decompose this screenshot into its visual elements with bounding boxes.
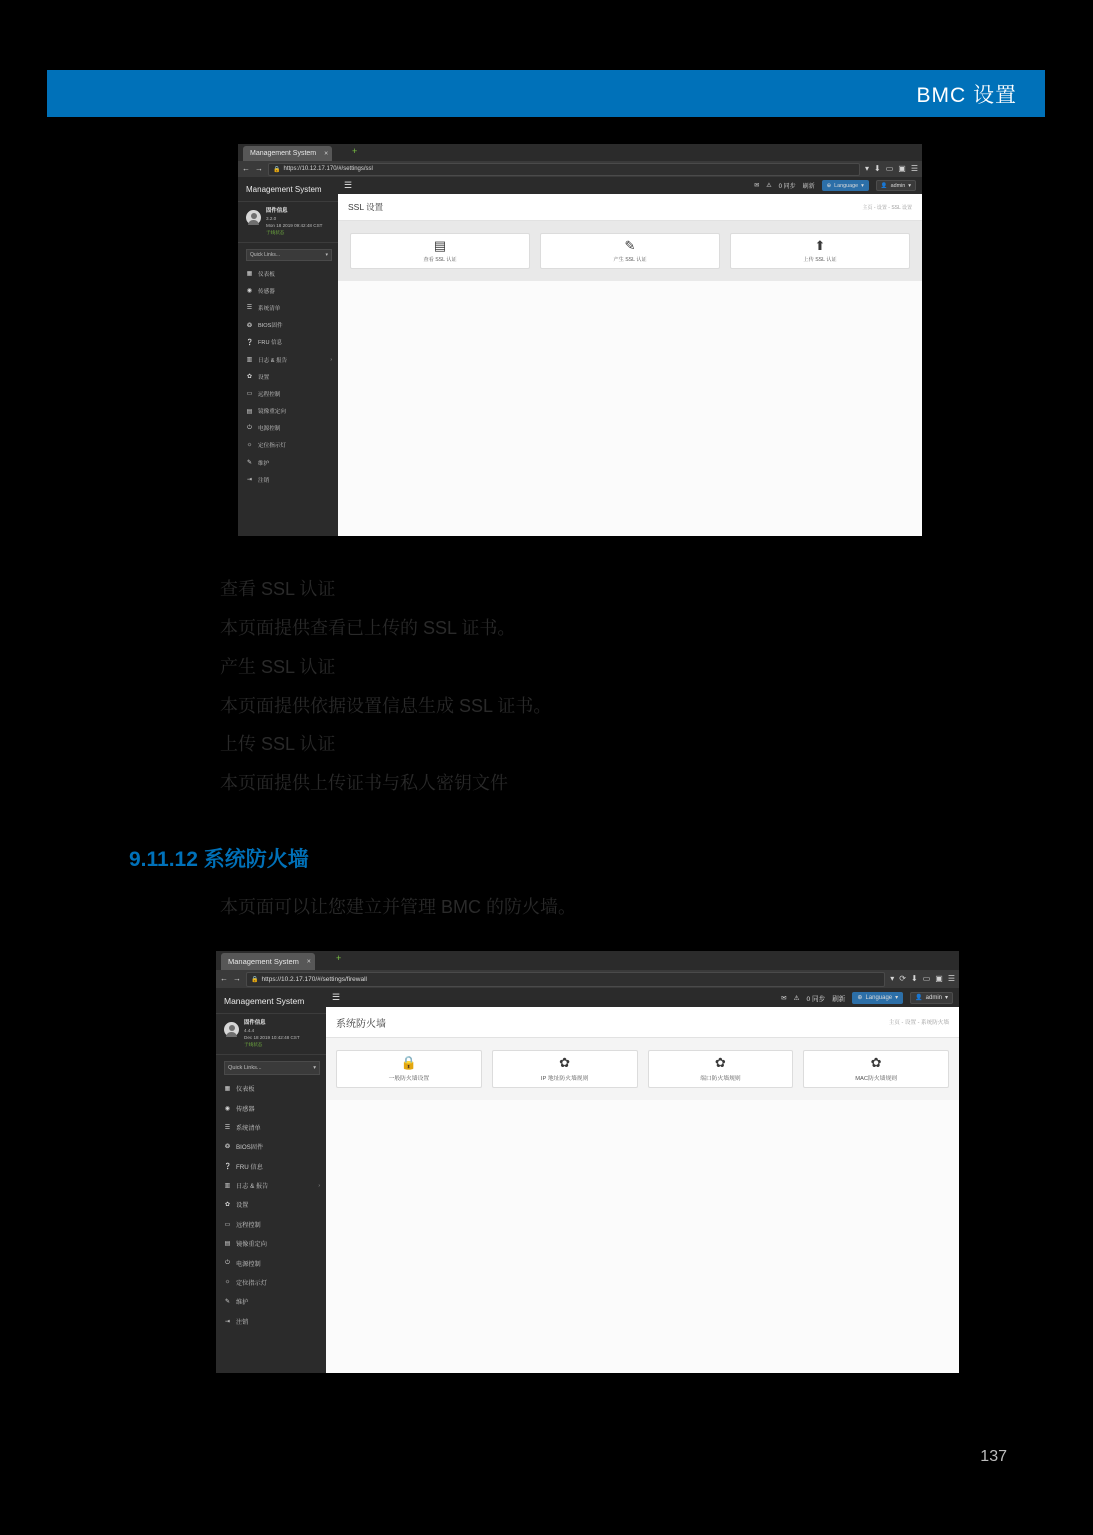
- inventory-icon: ☰: [246, 305, 253, 312]
- sidebar-item-sensor[interactable]: [216, 1098, 326, 1117]
- fru-icon: ❔: [246, 339, 254, 346]
- sidebar-nav: [216, 1079, 326, 1331]
- monitor-icon: ▭: [224, 1221, 231, 1228]
- main-area: [326, 988, 959, 1373]
- address-bar[interactable]: [246, 972, 885, 987]
- sensor-icon: ◉: [246, 288, 253, 295]
- language-selector[interactable]: [852, 992, 903, 1004]
- sidebar: [238, 177, 338, 536]
- edit-icon: ✎: [624, 238, 636, 253]
- disc-icon: ▤: [246, 408, 253, 415]
- sidebar-item-power-control[interactable]: [238, 420, 338, 437]
- bookmark-icon[interactable]: ▭: [922, 974, 931, 983]
- page-title: BMC 设置: [916, 83, 1017, 107]
- forward-icon[interactable]: →: [255, 164, 263, 173]
- logout-icon: ⇥: [224, 1318, 231, 1325]
- sidebar-item-label: 镜像重定向: [236, 1241, 267, 1249]
- lock-icon: 🔒: [273, 166, 281, 173]
- download-icon[interactable]: ⬇: [911, 974, 918, 983]
- lock-icon: 🔒: [400, 1055, 417, 1070]
- quick-links-select[interactable]: [246, 249, 332, 261]
- user-label: admin: [925, 994, 942, 1001]
- upload-icon: ⬆: [814, 238, 826, 253]
- user-info-block: [216, 1014, 326, 1055]
- bookmark-icon[interactable]: ▭: [885, 164, 894, 173]
- sidebar-item-label: 定位指示灯: [258, 443, 286, 450]
- chevron-down-icon[interactable]: ▾: [890, 974, 895, 983]
- user-menu[interactable]: [910, 992, 953, 1004]
- sidebar-item-label: BIOS固件: [258, 323, 283, 330]
- user-info-block: [238, 202, 338, 243]
- page-header: [326, 1007, 959, 1038]
- chevron-right-icon: ›: [330, 356, 332, 363]
- sidebar-item-label: 维护: [258, 460, 270, 467]
- browser-urlbar: [216, 970, 959, 988]
- breadcrumb: 主页 - 设置 - 系统防火墙: [888, 1020, 949, 1026]
- refresh-label[interactable]: 刷新: [832, 995, 846, 1003]
- sidebar-item-maintenance[interactable]: [216, 1292, 326, 1311]
- sidebar-item-label: 远程控制: [258, 391, 281, 398]
- status-badge: 于线状态: [244, 1042, 263, 1047]
- power-icon: ⏻: [225, 1259, 230, 1266]
- sidebar-item-label: 注销: [258, 477, 270, 484]
- language-label: Language: [865, 994, 893, 1001]
- monitor-icon: ▭: [246, 391, 253, 398]
- gear-icon: ✿: [246, 374, 253, 381]
- sidebar-item-image-redirect[interactable]: [216, 1234, 326, 1253]
- card-label: IP 地址防火墙规则: [540, 1076, 589, 1082]
- main-area: [338, 177, 922, 536]
- card-view-ssl-certificate[interactable]: [350, 233, 530, 269]
- chevron-down-icon: ▾: [325, 252, 328, 258]
- logs-icon: ▥: [224, 1183, 231, 1190]
- browser-urlbar: [238, 161, 922, 177]
- section-heading: 9.11.12 系统防火墙: [129, 848, 309, 871]
- alert-icon[interactable]: ⚠: [766, 183, 772, 189]
- sidebar-item-label: 系统清单: [258, 305, 281, 312]
- firmware-build: Mon 18 2019 09:42:48 CST: [266, 223, 323, 228]
- avatar: [224, 1022, 239, 1037]
- avatar: [246, 210, 261, 225]
- sidebar-item-dashboard[interactable]: [238, 265, 338, 282]
- new-tab-icon[interactable]: +: [352, 146, 358, 156]
- extensions-icon[interactable]: ▣: [898, 164, 906, 173]
- sidebar-item-locator-led[interactable]: [216, 1273, 326, 1292]
- sidebar-nav: [238, 265, 338, 488]
- card-generate-ssl-certificate[interactable]: [540, 233, 720, 269]
- sidebar-item-label: 注销: [236, 1318, 249, 1326]
- wrench-icon: ✎: [246, 460, 253, 467]
- sidebar-item-label: 镜像重定向: [258, 409, 286, 416]
- sensor-icon: ◉: [224, 1105, 231, 1112]
- quick-links-select[interactable]: [224, 1061, 320, 1075]
- bios-icon: ❂: [224, 1144, 231, 1151]
- sidebar-item-label: 电源控制: [236, 1260, 261, 1268]
- paragraph-generate-ssl-desc: 本页面提供依据设置信息生成 SSL 证书。: [220, 696, 552, 716]
- gear-icon: ✿: [224, 1202, 231, 1209]
- status-badge: 于线状态: [266, 230, 285, 235]
- chevron-down-icon: ▾: [895, 995, 899, 1001]
- paragraph-upload-ssl-desc: 本页面提供上传证书与私人密钥文件: [220, 773, 508, 793]
- sidebar-item-label: 仪表板: [258, 271, 275, 278]
- menu-toggle-icon[interactable]: ☰: [332, 992, 341, 1002]
- close-icon[interactable]: ×: [324, 150, 329, 157]
- wrench-icon: ✎: [224, 1299, 231, 1306]
- sidebar-item-label: 设置: [236, 1202, 249, 1210]
- paragraph-upload-ssl-title: 上传 SSL 认证: [220, 734, 336, 754]
- browser-menu-icon[interactable]: ☰: [947, 974, 955, 983]
- browser-tab-title: Management System: [250, 150, 317, 157]
- content-empty-area: [326, 1100, 959, 1373]
- logout-icon: ⇥: [246, 477, 253, 484]
- fru-icon: ❔: [224, 1163, 232, 1170]
- card-label: MAC防火墙规则: [855, 1076, 898, 1082]
- mail-icon[interactable]: ✉: [781, 994, 787, 1002]
- chevron-down-icon: ▾: [944, 995, 948, 1001]
- browser-tabstrip: [216, 951, 959, 970]
- sidebar: [216, 988, 326, 1373]
- card-label: 一般防火墙设置: [388, 1076, 430, 1082]
- sidebar-item-label: 远程控制: [236, 1221, 261, 1229]
- browser-tab[interactable]: [243, 146, 332, 161]
- sidebar-item-logs[interactable]: [216, 1176, 326, 1195]
- sidebar-item-image-redirect[interactable]: [238, 403, 338, 420]
- sidebar-item-label: 传感器: [258, 288, 275, 295]
- sidebar-item-logout[interactable]: [238, 471, 338, 488]
- back-icon[interactable]: ←: [220, 974, 228, 983]
- sidebar-item-inventory[interactable]: [216, 1118, 326, 1137]
- sidebar-item-fru[interactable]: [216, 1157, 326, 1176]
- card-port-firewall-rules[interactable]: [648, 1050, 794, 1088]
- sidebar-item-sensor[interactable]: [238, 282, 338, 299]
- chevron-down-icon: ▾: [908, 182, 911, 189]
- brand-label: Management System: [216, 988, 326, 1014]
- address-bar[interactable]: [268, 163, 860, 176]
- sidebar-item-power-control[interactable]: [216, 1253, 326, 1272]
- sidebar-item-label: BIOS固件: [236, 1144, 264, 1152]
- card-ip-firewall-rules[interactable]: [492, 1050, 638, 1088]
- sidebar-item-remote-control[interactable]: [238, 385, 338, 402]
- section-description: 本页面可以让您建立并管理 BMC 的防火墙。: [220, 897, 576, 917]
- page-header-bar: [47, 70, 1045, 117]
- user-menu[interactable]: [876, 180, 916, 191]
- bios-icon: ❂: [246, 322, 253, 329]
- paragraph-view-ssl-title: 查看 SSL 认证: [220, 579, 336, 599]
- sidebar-item-label: 传感器: [236, 1105, 255, 1113]
- screenshot-ssl-settings: [238, 144, 922, 536]
- sidebar-item-label: 日志 & 报告: [236, 1183, 269, 1191]
- paragraph-view-ssl-desc: 本页面提供查看已上传的 SSL 证书。: [220, 618, 516, 638]
- sidebar-item-label: 日志 & 报告: [258, 357, 288, 364]
- forward-icon[interactable]: →: [233, 974, 241, 983]
- quick-links-label: Quick Links...: [250, 252, 281, 258]
- breadcrumb: 主页 - 设置 - SSL 设置: [862, 204, 912, 211]
- screenshot-system-firewall: [216, 951, 959, 1373]
- firmware-info-label: 固件信息: [266, 208, 288, 214]
- page-header: [338, 194, 922, 221]
- dashboard-icon: ▦: [246, 271, 253, 278]
- card-label: 上传 SSL 认证: [803, 257, 837, 263]
- sidebar-item-settings[interactable]: [216, 1195, 326, 1214]
- card-label: 端口防火墙规则: [700, 1076, 741, 1082]
- sidebar-item-label: 设置: [258, 374, 270, 381]
- sidebar-item-bios[interactable]: [216, 1137, 326, 1156]
- sync-label[interactable]: 0 同步: [806, 995, 826, 1003]
- certificate-icon: ▤: [433, 238, 447, 253]
- firmware-version: 3.2.0: [266, 216, 277, 221]
- chevron-down-icon: ▾: [313, 1065, 316, 1071]
- content-title: 系统防火墙: [336, 1018, 386, 1030]
- mail-icon[interactable]: ✉: [754, 183, 760, 189]
- firmware-info-label: 固件信息: [244, 1020, 266, 1026]
- firmware-build: Dec 18 2019 10:42:48 CST: [244, 1035, 300, 1040]
- card-mac-firewall-rules[interactable]: [803, 1050, 949, 1088]
- refresh-label[interactable]: 刷新: [802, 184, 815, 190]
- download-icon[interactable]: ⬇: [874, 164, 881, 173]
- lock-icon: 🔒: [251, 976, 259, 983]
- inventory-icon: ☰: [224, 1124, 231, 1131]
- sidebar-item-remote-control[interactable]: [216, 1215, 326, 1234]
- gear-icon: ✿: [870, 1055, 882, 1070]
- gear-icon: ✿: [559, 1055, 571, 1070]
- sidebar-item-label: FRU 信息: [236, 1163, 263, 1171]
- reload-icon[interactable]: ⟳: [899, 974, 906, 983]
- globe-icon: ⊕: [826, 182, 832, 189]
- user-icon: 👤: [915, 995, 923, 1001]
- new-tab-icon[interactable]: +: [336, 953, 342, 963]
- power-icon: ⏻: [247, 424, 252, 431]
- browser-menu-icon[interactable]: ☰: [910, 164, 918, 173]
- sidebar-item-maintenance[interactable]: [238, 454, 338, 471]
- user-label: admin: [890, 182, 906, 189]
- sidebar-item-label: 电源控制: [258, 426, 281, 433]
- bulb-icon: ☼: [246, 442, 253, 449]
- address-bar-url: https://10.2.17.170/#/settings/firewall: [261, 975, 367, 983]
- close-icon[interactable]: ×: [306, 958, 311, 965]
- address-bar-url: https://10.12.17.170/#/settings/ssl: [283, 166, 373, 172]
- chevron-down-icon[interactable]: ▾: [864, 164, 869, 173]
- menu-toggle-icon[interactable]: ☰: [344, 180, 353, 190]
- sidebar-item-label: FRU 信息: [258, 340, 283, 347]
- sidebar-item-label: 维护: [236, 1299, 249, 1307]
- card-grid: [338, 221, 922, 281]
- quick-links-label: Quick Links...: [228, 1065, 262, 1071]
- sidebar-item-label: 系统清单: [236, 1124, 261, 1132]
- browser-tab-title: Management System: [228, 957, 299, 966]
- topbar: [338, 177, 922, 194]
- bulb-icon: ☼: [224, 1279, 231, 1286]
- sidebar-item-bios[interactable]: [238, 317, 338, 334]
- card-label: 查看 SSL 认证: [423, 257, 457, 263]
- brand-label: Management System: [238, 177, 338, 202]
- chevron-down-icon: ▾: [861, 182, 864, 189]
- firmware-version: 4.4.4: [244, 1028, 255, 1033]
- app-window: [238, 177, 922, 536]
- user-icon: 👤: [880, 182, 888, 189]
- sidebar-item-label: 定位指示灯: [236, 1279, 267, 1287]
- chevron-right-icon: ›: [318, 1182, 320, 1189]
- sync-label[interactable]: 0 同步: [778, 184, 796, 190]
- sidebar-item-locator-led[interactable]: [238, 437, 338, 454]
- dashboard-icon: ▦: [224, 1086, 231, 1093]
- logs-icon: ▥: [246, 357, 253, 364]
- sidebar-item-settings[interactable]: [238, 368, 338, 385]
- sidebar-item-fru[interactable]: [238, 334, 338, 351]
- content-empty-area: [338, 281, 922, 536]
- topbar: [326, 988, 959, 1007]
- content-title: SSL 设置: [348, 202, 384, 212]
- sidebar-item-label: 仪表板: [236, 1086, 255, 1094]
- card-grid: [326, 1038, 959, 1100]
- alert-icon[interactable]: ⚠: [793, 994, 800, 1002]
- sidebar-item-dashboard[interactable]: [216, 1079, 326, 1098]
- back-icon[interactable]: ←: [242, 164, 250, 173]
- sidebar-item-inventory[interactable]: [238, 299, 338, 316]
- card-label: 产生 SSL 认证: [613, 257, 647, 263]
- app-window: [216, 988, 959, 1373]
- language-label: Language: [834, 182, 859, 189]
- globe-icon: ⊕: [857, 995, 863, 1001]
- browser-tabstrip: [238, 144, 922, 161]
- browser-tab[interactable]: [221, 953, 315, 970]
- page-number: 137: [980, 1448, 1007, 1465]
- disc-icon: ▤: [224, 1241, 231, 1248]
- card-general-firewall-settings[interactable]: [336, 1050, 482, 1088]
- paragraph-generate-ssl-title: 产生 SSL 认证: [220, 657, 336, 677]
- card-upload-ssl-certificate[interactable]: [730, 233, 910, 269]
- extensions-icon[interactable]: ▣: [935, 974, 943, 983]
- language-selector[interactable]: [822, 180, 869, 191]
- gear-icon: ✿: [714, 1055, 726, 1070]
- sidebar-item-logs[interactable]: [238, 351, 338, 368]
- sidebar-item-logout[interactable]: [216, 1312, 326, 1331]
